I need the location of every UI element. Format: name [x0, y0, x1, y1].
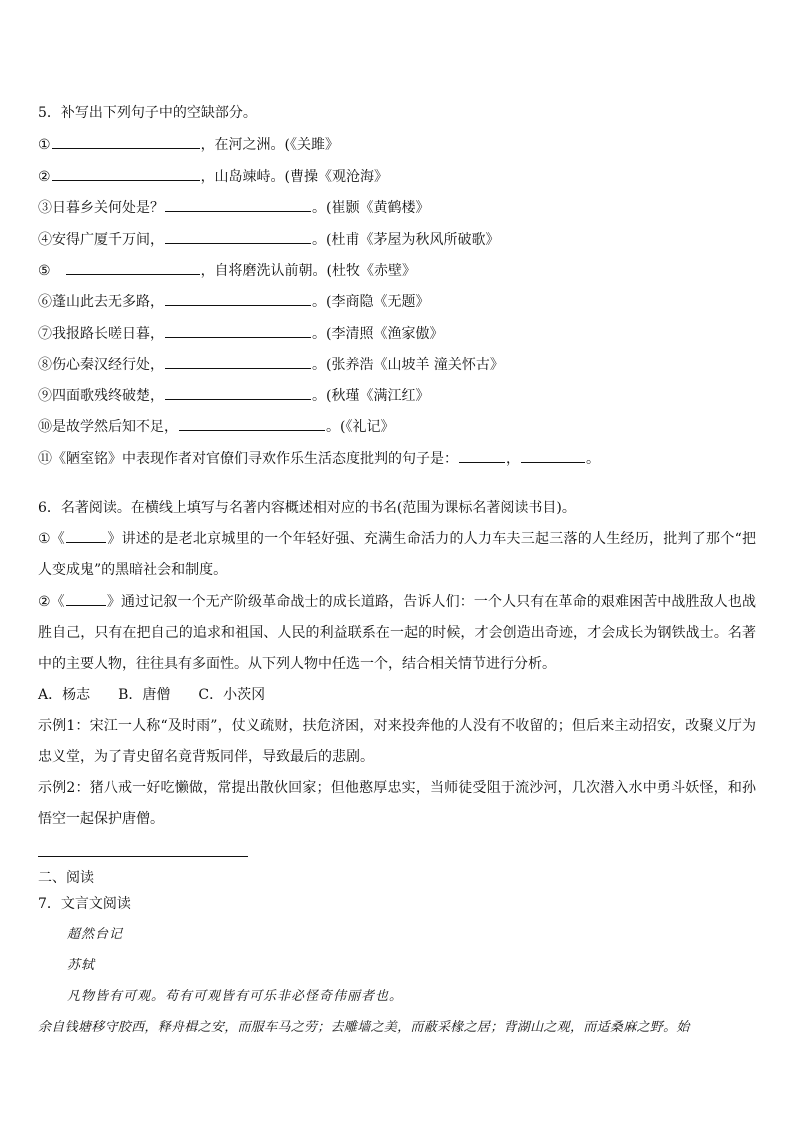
question-6-title: 6．名著阅读。在横线上填写与名著内容概述相对应的书名(范围为课标名著阅读书目)。 — [38, 500, 576, 516]
paragraph-text: 》通过记叙一个无产阶级革命战士的成长道路，告诉人们：一个人只有在革命的艰难困苦中战胜敌人也战胜自己，只有在把自己的追求和祖国、人民的利益联系在一起的时候，才会创造出奇迹，才会成长为钢铁战士。名著中的主要人物，往往具有多面性。从下列人物中任选一个，结合相关情节进行分析。 — [38, 594, 756, 672]
q5-item — [38, 354, 504, 375]
item-prefix: ② — [38, 169, 51, 185]
essay-title: 超然台记 — [67, 927, 124, 942]
answer-blank[interactable] — [66, 591, 106, 606]
answer-blank[interactable] — [52, 134, 200, 149]
book-open-bracket: ①《 — [38, 531, 66, 547]
answer-blank[interactable] — [165, 229, 311, 244]
q5-item — [38, 291, 429, 312]
item-source: 。(李清照《渔家傲》 — [312, 326, 444, 342]
answer-blank[interactable] — [179, 416, 325, 431]
q5-item — [38, 197, 429, 218]
item-source: 。(崔颢《黄鹤楼》 — [312, 200, 430, 216]
answer-blank[interactable] — [52, 166, 200, 181]
essay-line: 余自钱塘移守胶西，释舟楫之安，而服车马之劳；去雕墙之美，而蔽采椽之居；背湖山之观，而适桑麻之野。始 — [38, 1020, 690, 1035]
q5-item — [38, 385, 429, 406]
q6-example-2: 示例2：猪八戒一好吃懒做，常提出散伙回家；但他憨厚忠实，当师徒受阻于流沙河，几次潜入水中勇斗妖怪，和孙悟空一起保护唐僧。 — [38, 780, 756, 827]
item-separator: ， — [506, 451, 520, 467]
q5-item — [38, 260, 416, 281]
answer-blank[interactable] — [165, 354, 311, 369]
item-prefix: ⑥蓬山此去无多路， — [38, 294, 164, 310]
answer-blank[interactable] — [521, 448, 585, 463]
answer-blank[interactable] — [66, 528, 106, 543]
item-prefix: ⑤ — [38, 263, 65, 279]
q6-paragraph-1 — [38, 524, 756, 586]
item-source: ，山岛竦峙。(曹操《观沧海》 — [200, 169, 389, 185]
item-source: 。(《礼记》 — [326, 419, 395, 435]
q5-item — [38, 134, 339, 155]
q6-example-1: 示例1：宋江一人称“及时雨”，仗义疏财，扶危济困，对来投奔他的人没有不收留的；但后来主动招安，改聚义厅为忠义堂，为了青史留名竟背叛同伴，导致最后的悲剧。 — [38, 718, 756, 765]
q5-item — [38, 229, 499, 250]
answer-blank[interactable] — [165, 323, 311, 338]
question-7-title: 7．文言文阅读 — [38, 896, 131, 912]
question-5-title: 5．补写出下列句子中的空缺部分。 — [38, 105, 257, 121]
item-prefix: ⑩是故学然后知不足， — [38, 419, 178, 435]
item-source: ，自将磨洗认前朝。(杜牧《赤壁》 — [200, 263, 417, 279]
paragraph-text: 》讲述的是老北京城里的一个年轻好强、充满生命活力的人力车夫三起三落的人生经历，批判了那个“把人变成鬼”的黑暗社会和制度。 — [38, 531, 756, 578]
q5-item-11 — [38, 448, 600, 469]
item-source: 。(李商隐《无题》 — [312, 294, 430, 310]
item-prefix: ⑪《陋室铭》中表现作者对官僚们寻欢作乐生活态度批判的句子是： — [38, 451, 458, 467]
item-prefix: ⑨四面歌残终破楚， — [38, 388, 164, 404]
section-heading: 二、阅读 — [38, 870, 94, 886]
q5-item — [38, 323, 443, 344]
q5-item — [38, 166, 388, 187]
book-open-bracket: ②《 — [38, 594, 65, 610]
item-source: 。(杜甫《茅屋为秋风所破歌》 — [312, 232, 500, 248]
item-end: 。 — [586, 451, 600, 467]
answer-blank[interactable] — [165, 385, 311, 400]
item-prefix: ⑦我报路长嗟日暮， — [38, 326, 164, 342]
essay-line: 凡物皆有可观。苟有可观皆有可乐非必怪奇伟丽者也。 — [67, 989, 404, 1004]
answer-blank[interactable] — [66, 260, 200, 275]
answer-blank[interactable] — [165, 197, 311, 212]
item-source: 。(张养浩《山坡羊 潼关怀古》 — [312, 357, 504, 373]
q5-item — [38, 416, 394, 437]
item-source: 。(秋瑾《满江红》 — [312, 388, 430, 404]
essay-author: 苏轼 — [67, 958, 96, 973]
item-prefix: ⑧伤心秦汉经行处， — [38, 357, 164, 373]
answer-blank[interactable] — [459, 448, 505, 463]
item-prefix: ③日暮乡关何处是？ — [38, 200, 164, 216]
q6-options: A．杨志 B．唐僧 C．小茨冈 — [38, 687, 266, 703]
answer-blank[interactable] — [165, 291, 311, 306]
item-prefix: ④安得广厦千万间， — [38, 232, 164, 248]
item-source: ，在河之洲。(《关雎》 — [200, 137, 340, 153]
q6-paragraph-2 — [38, 587, 756, 680]
divider — [38, 856, 248, 857]
item-prefix: ① — [38, 137, 51, 153]
